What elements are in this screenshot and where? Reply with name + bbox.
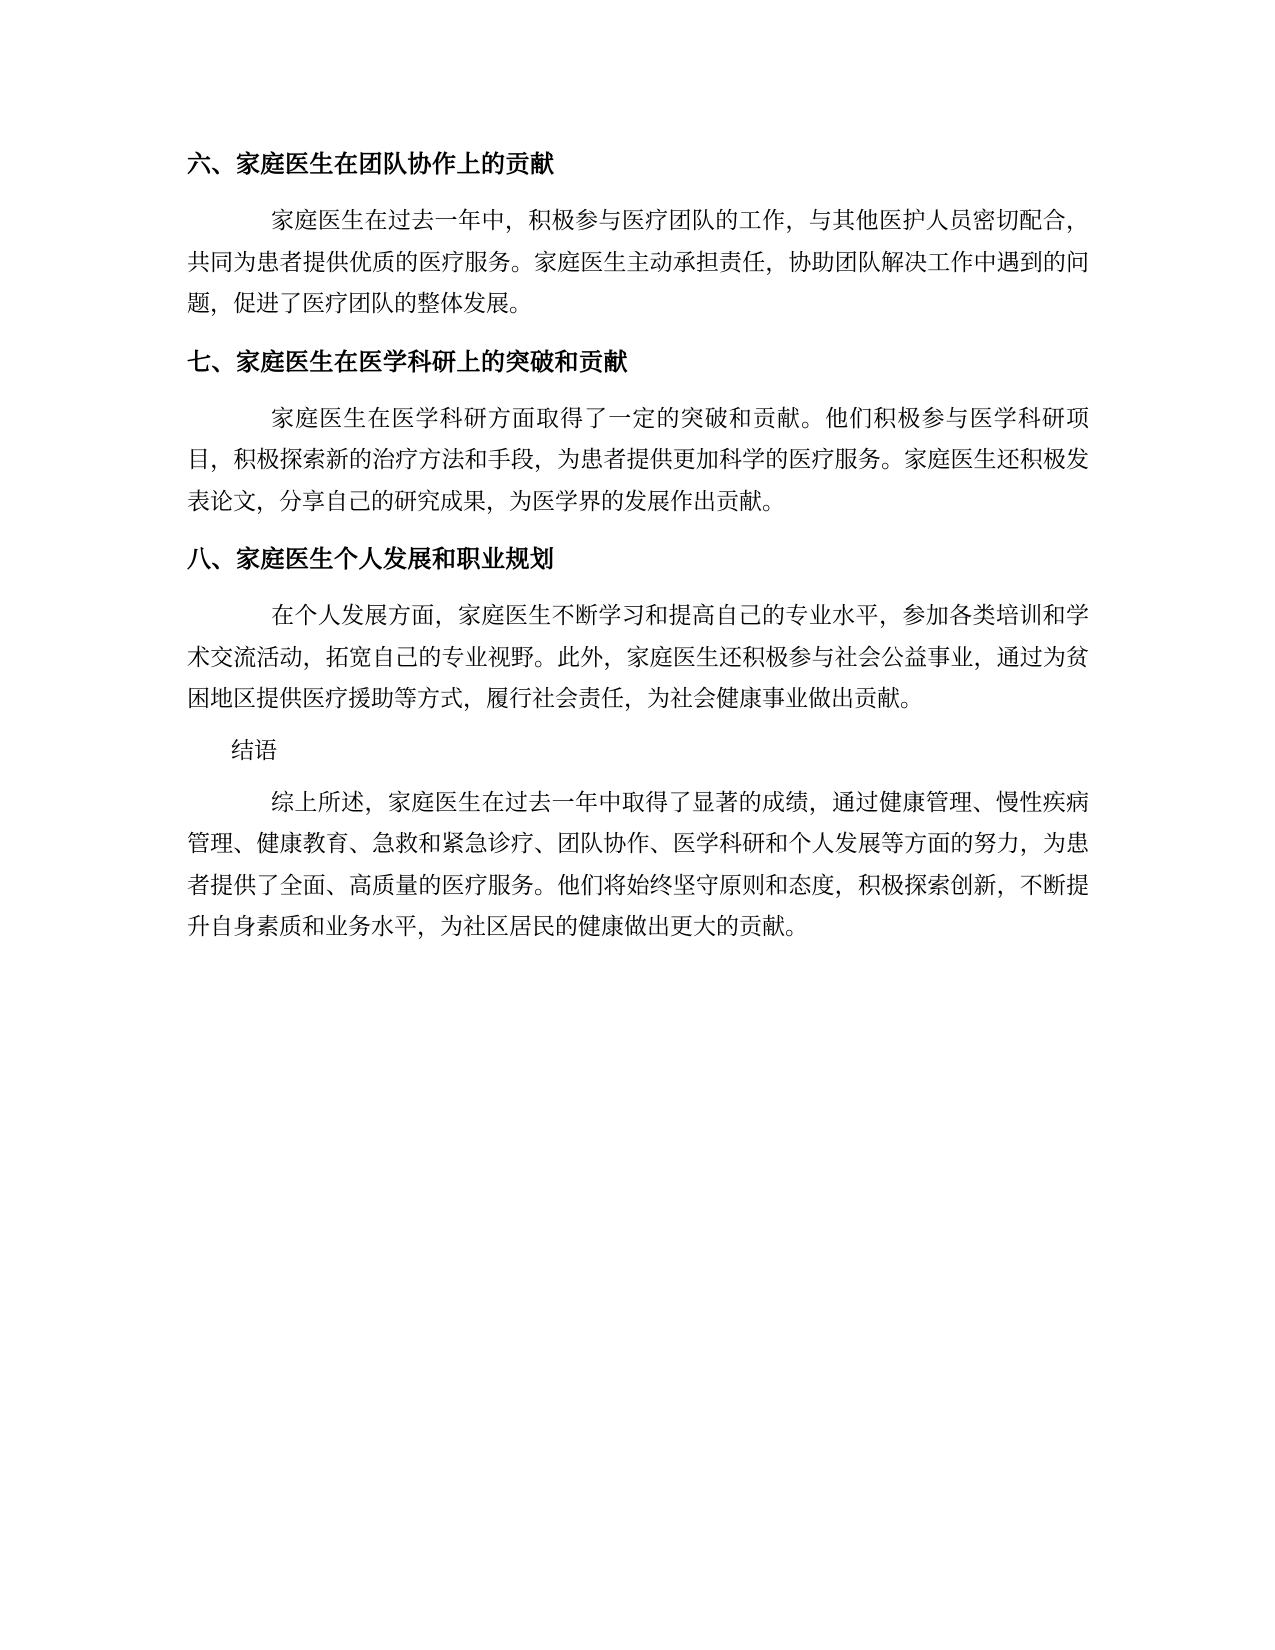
conclusion-body: 综上所述，家庭医生在过去一年中取得了显著的成绩，通过健康管理、慢性疾病管理、健康教育、急救和紧急诊疗、团队协作、医学科研和个人发展等方面的努力，为患者提供了全面、高质量的医疗服务。他们将始终坚守原则和态度，积极探索创新，不断提升自身素质和业务水平，为社区居民的健康做出更大的贡献。 [187, 789, 1089, 940]
section-heading-6: 六、家庭医生在团队协作上的贡献 [187, 150, 555, 178]
section-heading-7: 七、家庭医生在医学科研上的突破和贡献 [187, 347, 628, 376]
document-content [187, 148, 1089, 949]
section-body-7: 家庭医生在医学科研方面取得了一定的突破和贡献。他们积极参与医学科研项目，积极探索新的治疗方法和手段，为患者提供更加科学的医疗服务。家庭医生还积极发表论文，分享自己的研究成果，为医学界的发展作出贡献。 [187, 405, 1089, 515]
section-body-6: 家庭医生在过去一年中，积极参与医疗团队的工作，与其他医护人员密切配合，共同为患者提供优质的医疗服务。家庭医生主动承担责任，协助团队解决工作中遇到的问题，促进了医疗团队的整体发展。 [187, 208, 1089, 317]
section-body-8: 在个人发展方面，家庭医生不断学习和提高自己的专业水平，参加各类培训和学术交流活动，拓宽自己的专业视野。此外，家庭医生还积极参与社会公益事业，通过为贫困地区提供医疗援助等方式，履行社会责任，为社会健康事业做出贡献。 [187, 603, 1089, 712]
section-heading-8: 八、家庭医生个人发展和职业规划 [187, 545, 555, 573]
conclusion-heading: 结语 [231, 737, 277, 764]
